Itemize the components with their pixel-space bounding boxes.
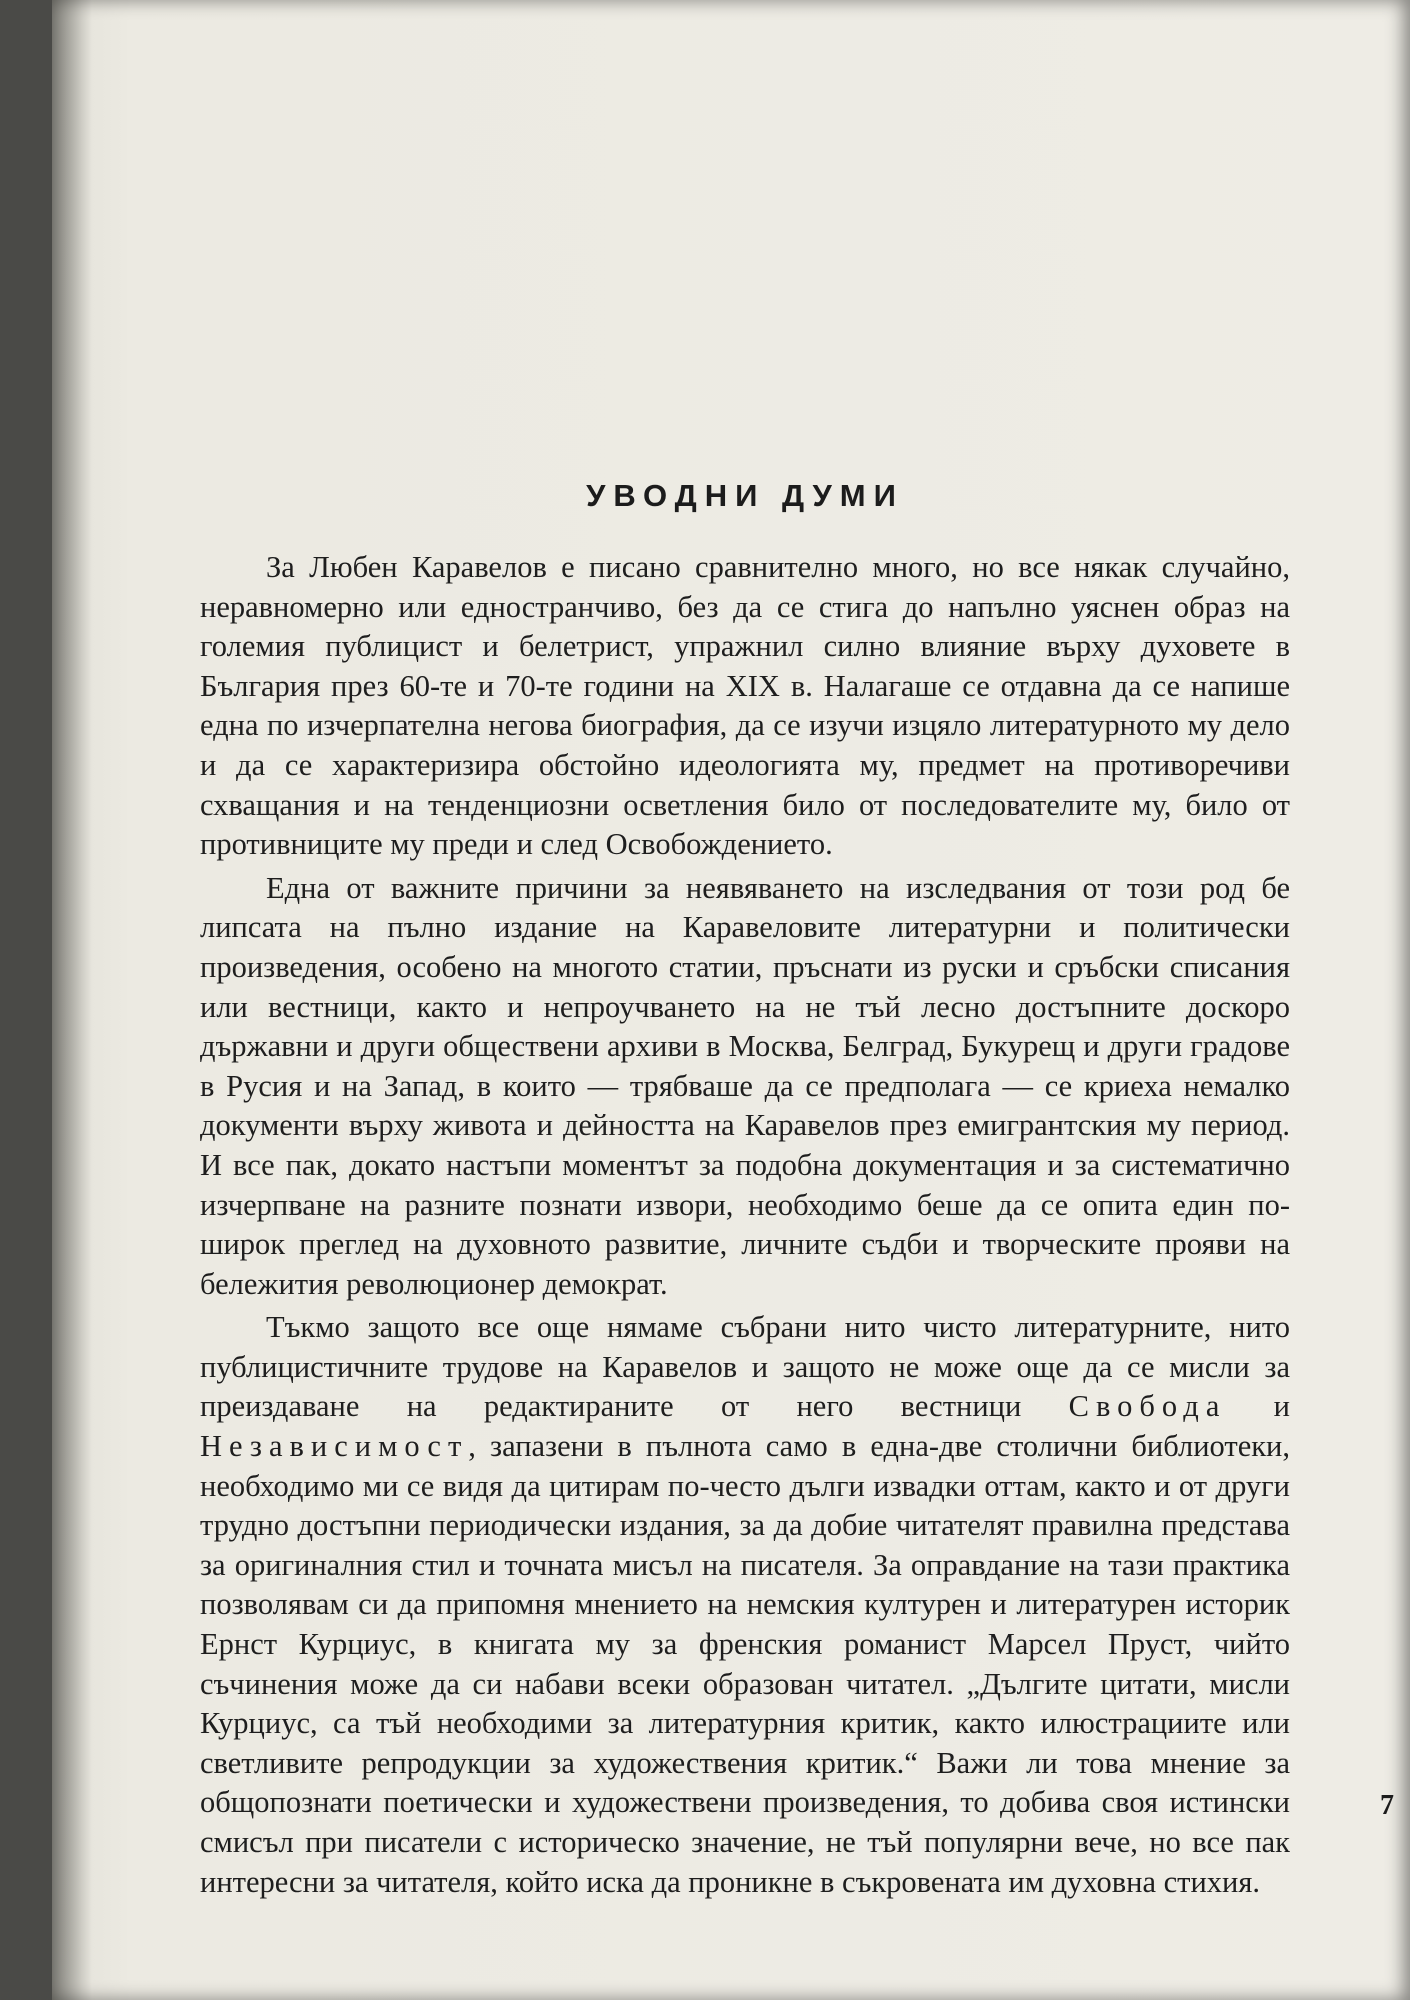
newspaper-title-svoboda: Свобода: [1068, 1389, 1227, 1424]
paragraph-3: [200, 1308, 1290, 1902]
paragraph-3-text-mid: и: [1226, 1389, 1290, 1424]
page-number: 7: [1380, 1790, 1394, 1821]
chapter-title: УВОДНИ ДУМИ: [586, 478, 904, 513]
paragraph-1: За Любен Каравелов е писано сравнително много, но все някак случайно, неравномерно или едностранчиво, без да се стига до напълно уяснен образ на големия публицист и белетрист, упражнил силно влияние върху духовете в България през 60-те и 70-те години на XIX в. Налагаше се отдавна да се напише една по изчерпателна негова биография, да се изучи изцяло литературното му дело и да се характеризира обстойно идеологията му, предмет на противоречиви схващания и на тенденциозни осветления било от последователите му, било от противниците му преди и след Освобождението.: [200, 550, 1290, 862]
paragraph-3-text-after: , запазени в пълнота само в една-две столични библиотеки, необходимо ми се видя да цитирам по-често дълги извадки оттам, както и от други трудно достъпни периодически издания, за да добие читателят правилна представа за оригиналния стил и точната мисъл на писателя. За оправдание на тази практика позволявам си да припомня мнението на немския културен и литературен историк Ернст Курциус, в книгата му за френския романист Марсел Пруст, чийто съчинения може да си набави всеки образован читател. „Дългите цитати, мисли Курциус, са тъй необходими за литературния критик, както илюстрациите или светливите репродукции за художествения критик.“ Важи ли това мнение за общопознати поетически и художествени произведения, то добива своя истински смисъл при писатели с историческо значение, не тъй популярни вече, но все пак интересни за читателя, който иска да проникне в съкровената им духовна стихия.: [200, 1429, 1290, 1899]
body-text: [200, 548, 1290, 1906]
newspaper-title-nezavisimost: Независимост: [200, 1429, 469, 1464]
book-page: [52, 0, 1410, 2000]
paragraph-2: Една от важните причини за неявяването на изследвания от този род бе липсата на пълно издание на Каравеловите литературни и политически произведения, особено на многото статии, пръснати из руски и сръбски списания или вестници, както и непроучването на не тъй лесно достъпните доскоро държавни и други обществени архиви в Москва, Белград, Букурещ и други градове в Русия и на Запад, в които — трябваше да се предполага — се криеха немалко документи върху живота и дейността на Каравелов през емигрантския му период. И все пак, докато настъпи моментът за подобна документация и за систематично изчерпване на разните познати извори, необходимо беше да се опита един по-широк преглед на духовното развитие, личните съдби и творческите прояви на бележития революционер демократ.: [200, 870, 1290, 1301]
paragraph-3-text-before: Тъкмо защото все още нямаме събрани нито чисто литературните, нито публицистичните трудове на Каравелов и защото не може още да се мисли за преиздаване на редактираните от него вестници: [200, 1310, 1290, 1424]
